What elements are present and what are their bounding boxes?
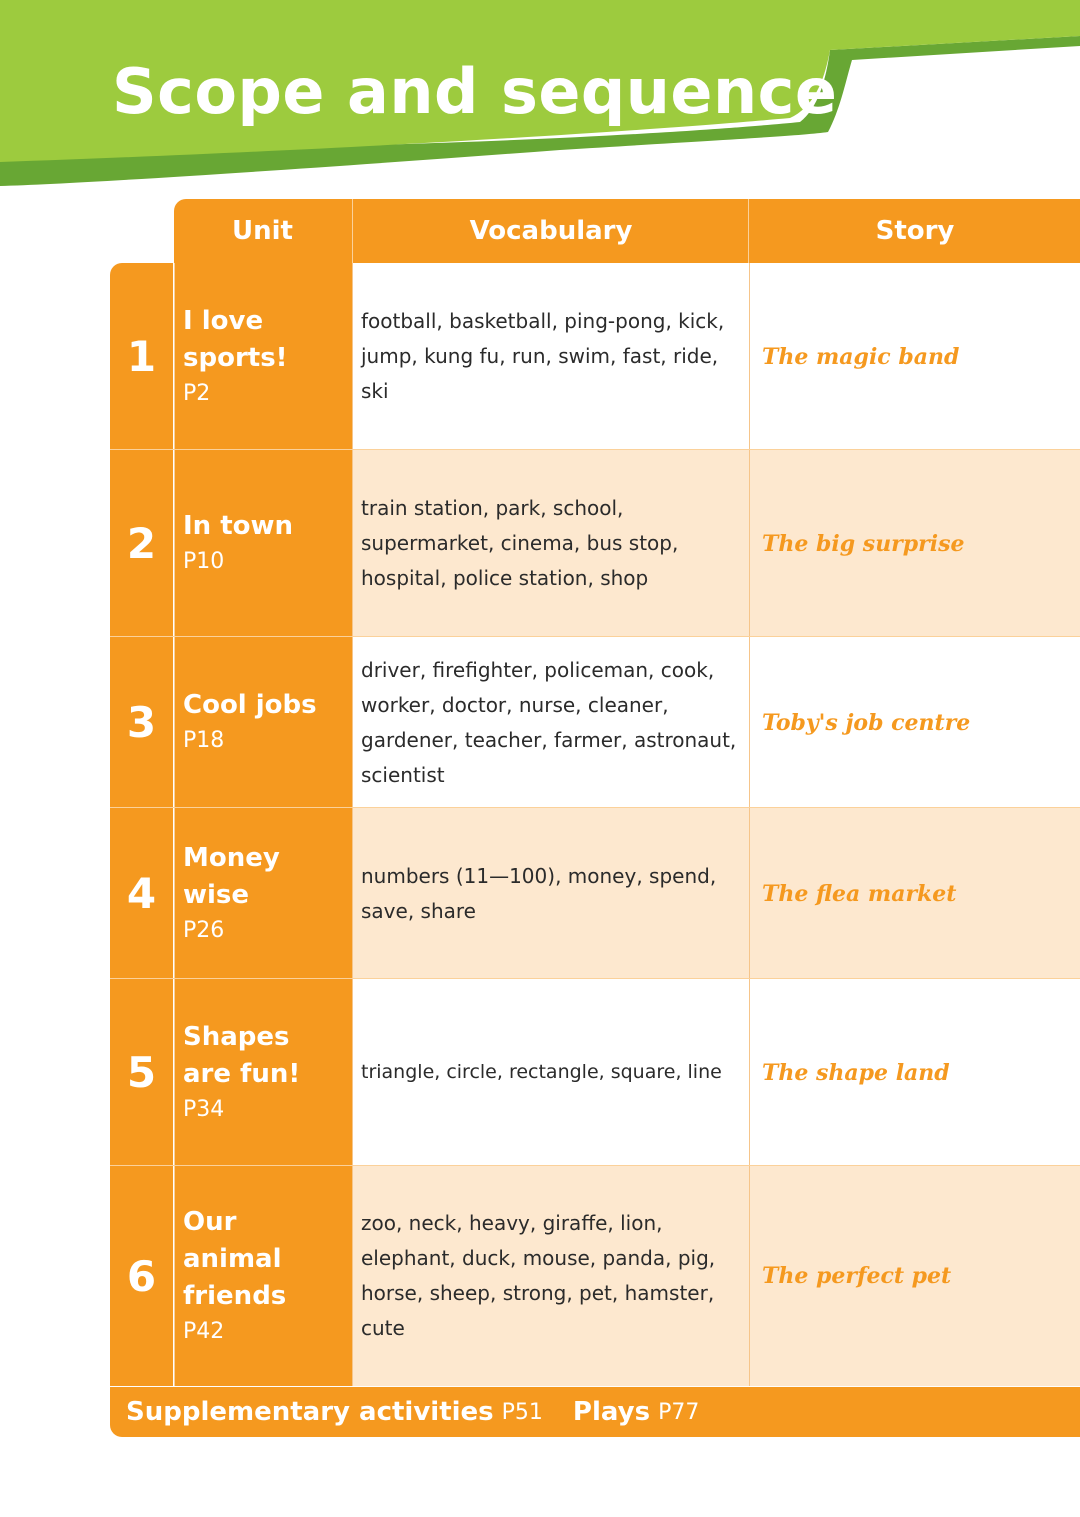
vocabulary-cell: triangle, circle, rectangle, square, line [352,979,749,1166]
header-vocabulary: Vocabulary [352,199,749,263]
page-title: Scope and sequence [112,55,838,128]
unit-page: P10 [183,549,225,574]
vocabulary-cell: football, basketball, ping-pong, kick, jump, kung fu, run, swim, fast, ride, ski [352,263,749,450]
unit-cell [174,979,352,1166]
header-unit: Unit [232,216,293,246]
unit-title: Money wise [183,842,280,910]
plays-label: Plays [572,1397,651,1427]
supplementary-activities-label: Supplementary activities [126,1397,494,1427]
vocabulary-cell: driver, firefighter, policeman, cook, worker, doctor, nurse, cleaner, gardener, teacher, farmer, astronaut, scientist [352,637,749,808]
supplementary-activities-page: P51 [501,1399,543,1425]
header-story: Story [748,199,1080,263]
vocabulary-cell: numbers (11—100), money, spend, save, share [352,808,749,979]
unit-number: 6 [126,1251,157,1301]
unit-number: 1 [126,332,157,381]
unit-cell [174,1166,352,1386]
unit-number: 5 [126,1048,157,1097]
table-row [110,979,1080,1166]
unit-page: P42 [183,1318,225,1344]
unit-cell [174,263,352,450]
table-header [174,199,1080,263]
story-cell: The magic band [749,263,1080,450]
vocabulary-cell: zoo, neck, heavy, giraffe, lion, elephant, duck, mouse, panda, pig, horse, sheep, strong, pet, hamster, cute [352,1166,749,1386]
story-cell: The flea market [749,808,1080,979]
story-cell: Toby's job centre [749,637,1080,808]
unit-cell [174,450,352,637]
plays-page: P77 [658,1399,700,1425]
table-row [110,637,1080,808]
unit-number: 3 [126,698,157,747]
unit-title: Our animal friends [183,1206,287,1311]
unit-number: 4 [126,869,157,918]
unit-title: In town [183,511,294,541]
unit-page: P18 [183,728,225,753]
table-row [110,263,1080,450]
unit-page: P2 [183,380,211,406]
footer-bar [110,1387,1080,1437]
story-cell: The shape land [749,979,1080,1166]
unit-number: 2 [126,519,157,568]
unit-title: I love sports! [183,305,288,373]
vocabulary-cell: train station, park, school, supermarket, cinema, bus stop, hospital, police station, shop [352,450,749,637]
unit-cell [174,637,352,808]
table-row [110,1166,1080,1386]
story-cell: The big surprise [749,450,1080,637]
table-row [110,450,1080,637]
unit-title: Shapes are fun! [183,1021,301,1089]
unit-cell [174,808,352,979]
table-row [110,808,1080,979]
unit-title: Cool jobs [183,690,317,720]
unit-page: P34 [183,1096,225,1122]
unit-page: P26 [183,917,225,943]
story-cell: The perfect pet [749,1166,1080,1386]
